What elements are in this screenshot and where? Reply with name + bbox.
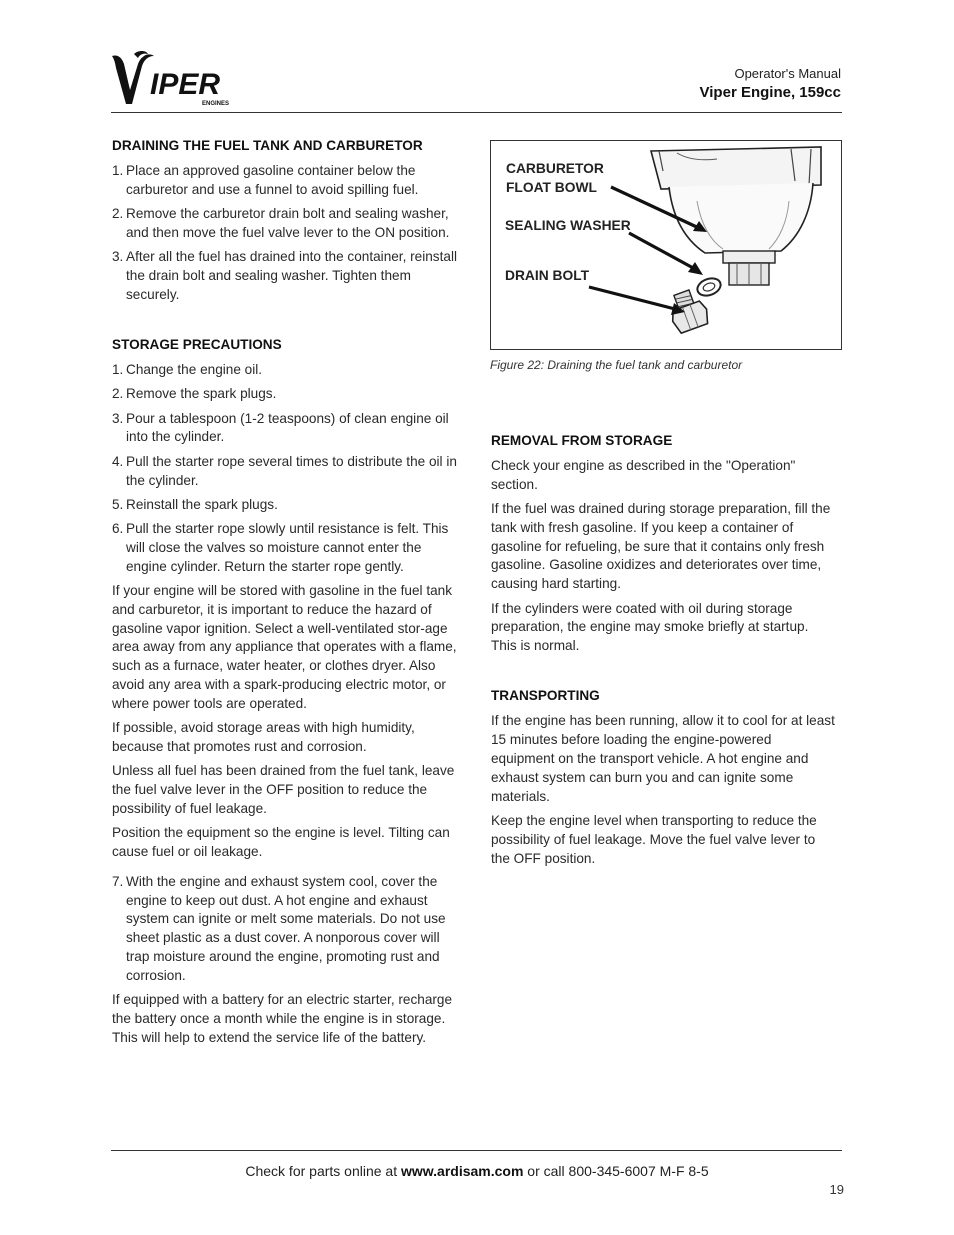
header-title: Viper Engine, 159cc: [699, 84, 841, 101]
step-text: After all the fuel has drained into the container, reinstall the drain bolt and sealing washer. Tighten them securely.: [126, 249, 457, 302]
storage-paragraph: Unless all fuel has been drained from the fuel tank, leave the fuel valve lever in the OFF position to reduce the possibility of fuel leakage.: [112, 763, 455, 816]
step-text: Change the engine oil.: [126, 362, 263, 378]
logo-subtext: ENGINES: [202, 101, 230, 107]
removal-paragraph: If the cylinders were coated with oil during storage preparation, the engine may smoke briefly at startup. This is normal.: [491, 600, 809, 654]
battery-paragraph: If equipped with a battery for an electric starter, recharge the battery once a month while the engine is in storage. This will help to extend the service life of the battery.: [112, 991, 453, 1045]
step-number: 4.: [112, 453, 124, 469]
step-text: Pull the starter rope slowly until resistance is felt. This will close the valves so moisture cannot enter the engine cylinder. Return the starter rope gently.: [126, 521, 449, 574]
list-item: [112, 248, 464, 304]
storage-heading: STORAGE PRECAUTIONS: [112, 337, 282, 353]
transporting-heading: TRANSPORTING: [491, 688, 600, 704]
storage-steps: [112, 361, 464, 576]
header-divider: [111, 112, 842, 113]
step-number: 7.: [112, 873, 124, 889]
step-number: 1.: [112, 362, 124, 378]
step-text: Place an approved gasoline container below the carburetor and use a funnel to avoid spilling fuel.: [126, 163, 419, 197]
footer-text-before: Check for parts online at: [245, 1163, 401, 1179]
removal-paragraph: If the fuel was drained during storage preparation, fill the tank with fresh gasoline. If you keep a container of gasoline for refueling, be sure that it contains only fresh gasoline. Gasoline oxidizes and deteriorates over time, causing hard starting.: [491, 501, 831, 592]
step-text: Remove the spark plugs.: [126, 386, 277, 402]
callout-float-bowl-line-1: CARBURETOR: [506, 161, 604, 176]
draining-heading: DRAINING THE FUEL TANK AND CARBURETOR: [112, 138, 423, 153]
list-item: [112, 410, 464, 448]
left-column: [112, 137, 464, 1053]
removal-section: [491, 432, 837, 656]
list-item: [112, 385, 464, 404]
step-text: Pour a tablespoon (1-2 teaspoons) of clean engine oil into the cylinder.: [126, 410, 449, 445]
list-item: [112, 361, 464, 380]
step-number: 2.: [112, 386, 124, 402]
step-number: 3.: [112, 410, 124, 426]
removal-heading: REMOVAL FROM STORAGE: [491, 433, 673, 448]
callout-drain-bolt: DRAIN BOLT: [505, 268, 590, 283]
removal-paragraph: Check your engine as described in the "Operation" section.: [491, 458, 796, 492]
transporting-paragraph: If the engine has been running, allow it to cool for at least 15 minutes before loading the engine-powered equipment on the transport vehicle. A hot engine and exhaust system can burn you and can ignite some materials.: [491, 713, 835, 804]
callout-sealing-washer: SEALING WASHER: [505, 218, 631, 233]
list-item: [112, 873, 464, 986]
footer-text-after: or call 800-345-6007 M-F 8-5: [523, 1163, 709, 1179]
list-item: [112, 205, 464, 243]
storage-step-7: [112, 873, 464, 986]
step-text: Remove the carburetor drain bolt and sealing washer, and then move the fuel valve lever to the ON position.: [126, 206, 450, 240]
step-number: 6.: [112, 521, 124, 537]
logo-text: IPER: [150, 68, 221, 101]
transporting-paragraph: Keep the engine level when transporting to reduce the possibility of fuel leakage. Move the fuel valve lever to the OFF position.: [491, 812, 817, 866]
viper-logo: [108, 50, 238, 108]
carburetor-figure: [490, 140, 842, 350]
right-column: [491, 432, 837, 874]
step-number: 1.: [112, 163, 124, 178]
list-item: [112, 162, 464, 200]
storage-paragraph: Position the equipment so the engine is level. Tilting can cause fuel or oil leakage.: [112, 825, 450, 859]
step-text: With the engine and exhaust system cool, cover the engine to keep out dust. A hot engine and exhaust system can ignite or melt some materials. Do not use sheet plastic as a dust cover. A nonporous cover will trap moisture around the engine, promoting rust and corrosion.: [126, 873, 446, 983]
draining-steps: [112, 162, 464, 305]
step-number: 2.: [112, 206, 124, 222]
figure-caption: Figure 22: Draining the fuel tank and carburetor: [490, 358, 743, 372]
step-number: 3.: [112, 249, 124, 265]
draining-section: [112, 137, 464, 305]
storage-paragraph: If possible, avoid storage areas with high humidity, because that promotes rust and corrosion.: [112, 720, 415, 754]
storage-paragraph: If your engine will be stored with gasoline in the fuel tank and carburetor, it is important to reduce the hazard of gasoline vapor ignition. Select a well-ventilated stor-age area away from any appliance that operates with a flame, such as a furnace, water heater, or clothes dryer. Also avoid any area with a spark-producing electric motor, or where power tools are operated.: [112, 583, 457, 711]
transporting-section: [491, 687, 837, 868]
step-number: 5.: [112, 496, 124, 512]
step-text: Reinstall the spark plugs.: [126, 496, 278, 512]
list-item: [112, 520, 464, 576]
storage-section: [112, 336, 464, 1047]
list-item: [112, 496, 464, 515]
step-text: Pull the starter rope several times to distribute the oil in the cylinder.: [126, 453, 457, 488]
callout-float-bowl-line-2: FLOAT BOWL: [506, 180, 597, 195]
footer-divider: [111, 1150, 842, 1151]
list-item: [112, 453, 464, 491]
callout-float-bowl: [506, 159, 604, 197]
header-manual-label: Operator's Manual: [734, 66, 841, 81]
page-number: 19: [829, 1182, 844, 1197]
footer-text: [0, 1163, 954, 1179]
footer-url-link[interactable]: www.ardisam.com: [401, 1163, 524, 1179]
